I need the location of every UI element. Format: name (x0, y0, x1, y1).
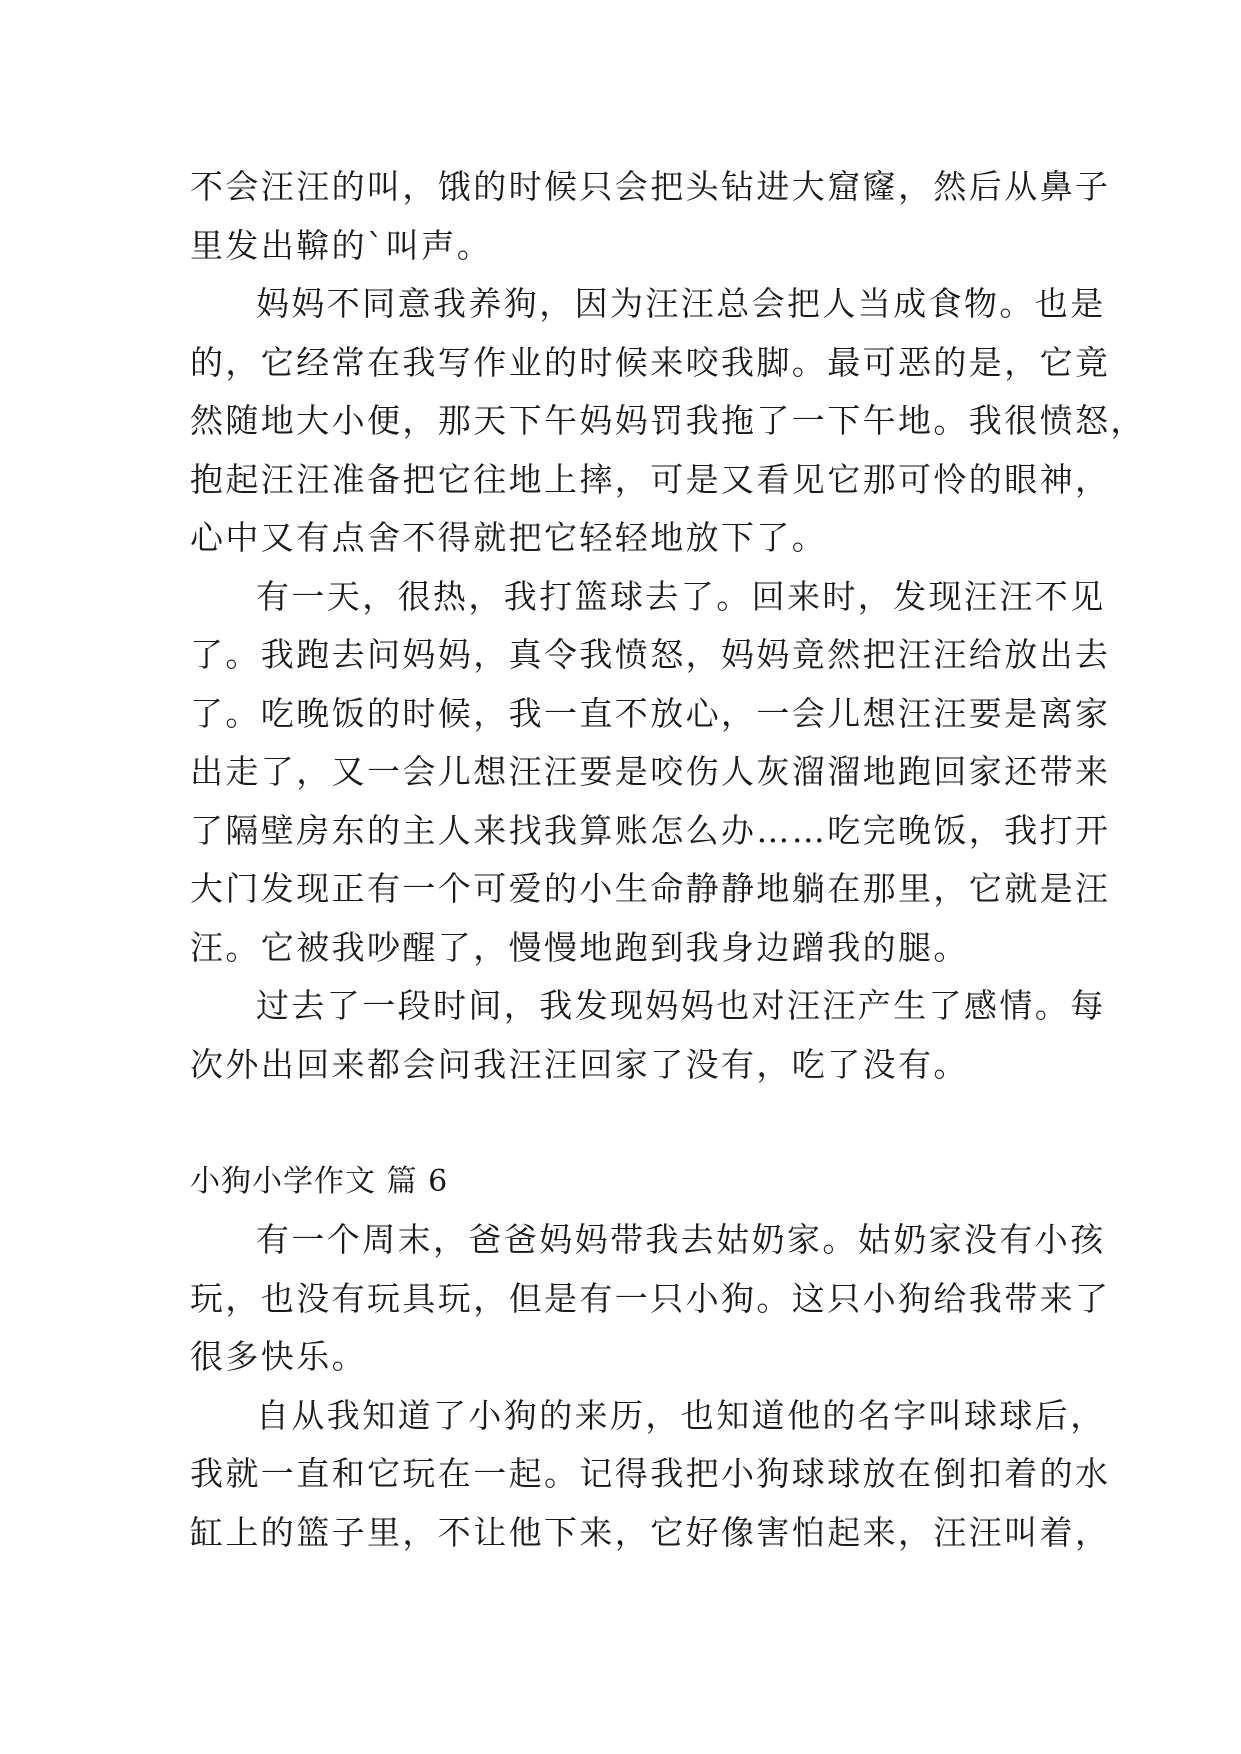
text-line: 我就一直和它玩在一起。记得我把小狗球球放在倒扣着的水 (190, 1454, 1111, 1493)
paragraph (190, 275, 1146, 568)
essay-part-1 (190, 158, 1146, 1094)
paragraph (190, 977, 1106, 1094)
text-line: 的，它经常在我写作业的时候来咬我脚。最可恶的是，它竟 (190, 342, 1111, 382)
paragraph (190, 158, 1111, 275)
text-line: 过去了一段时间，我发现妈妈也对汪汪产生了感情。每 (256, 986, 1106, 1025)
text-line: 出走了，又一会儿想汪汪要是咬伤人灰溜溜地跑回家还带来 (190, 752, 1111, 791)
paragraph (190, 568, 1111, 978)
text-line: 了。我跑去问妈妈，真令我愤怒，妈妈竟然把汪汪给放出去 (190, 635, 1111, 674)
text-line: 有一个周末，爸爸妈妈带我去姑奶家。姑奶家没有小孩 (256, 1220, 1106, 1259)
text-line: 心中又有点舍不得就把它轻轻地放下了。 (190, 518, 828, 557)
text-line: 大门发现正有一个可爱的小生命静静地躺在那里，它就是汪 (190, 869, 1111, 908)
text-line: 了隔壁房东的主人来找我算账怎么办……吃完晚饭，我打开 (190, 810, 1111, 850)
text-line: 很多快乐。 (190, 1337, 367, 1376)
text-line: 然随地大小便，那天下午妈妈罚我拖了一下午地。我很愤怒， (190, 401, 1146, 440)
text-line: 妈妈不同意我养狗，因为汪汪总会把人当成食物。也是 (256, 284, 1106, 323)
text-line: 里发出鞥的`叫声。 (190, 225, 493, 265)
text-line: 不会汪汪的叫，饿的时候只会把头钻进大窟窿，然后从鼻子 (190, 167, 1111, 206)
text-line: 了。吃晚饭的时候，我一直不放心，一会儿想汪汪要是离家 (190, 693, 1111, 733)
paragraph (190, 1211, 1111, 1387)
text-line: 抱起汪汪准备把它往地上摔，可是又看见它那可怜的眼神， (190, 459, 1111, 499)
text-line: 次外出回来都会问我汪汪回家了没有，吃了没有。 (190, 1044, 969, 1084)
section-gap (190, 1094, 1070, 1153)
text-line: 汪。它被我吵醒了，慢慢地跑到我身边蹭我的腿。 (190, 927, 969, 967)
essay-text (190, 158, 1146, 1562)
text-line: 玩，也没有玩具玩，但是有一只小狗。这只小狗给我带来了 (190, 1278, 1111, 1318)
essay-part-2 (190, 1211, 1111, 1562)
text-line: 缸上的篮子里，不让他下来，它好像害怕起来，汪汪叫着， (190, 1512, 1111, 1552)
section-heading: 小狗小学作文 篇 6 (190, 1163, 449, 1199)
text-line: 自从我知道了小狗的来历，也知道他的名字叫球球后， (256, 1395, 1106, 1435)
paragraph (190, 1387, 1111, 1563)
text-line: 有一天，很热，我打篮球去了。回来时，发现汪汪不见 (256, 576, 1106, 616)
